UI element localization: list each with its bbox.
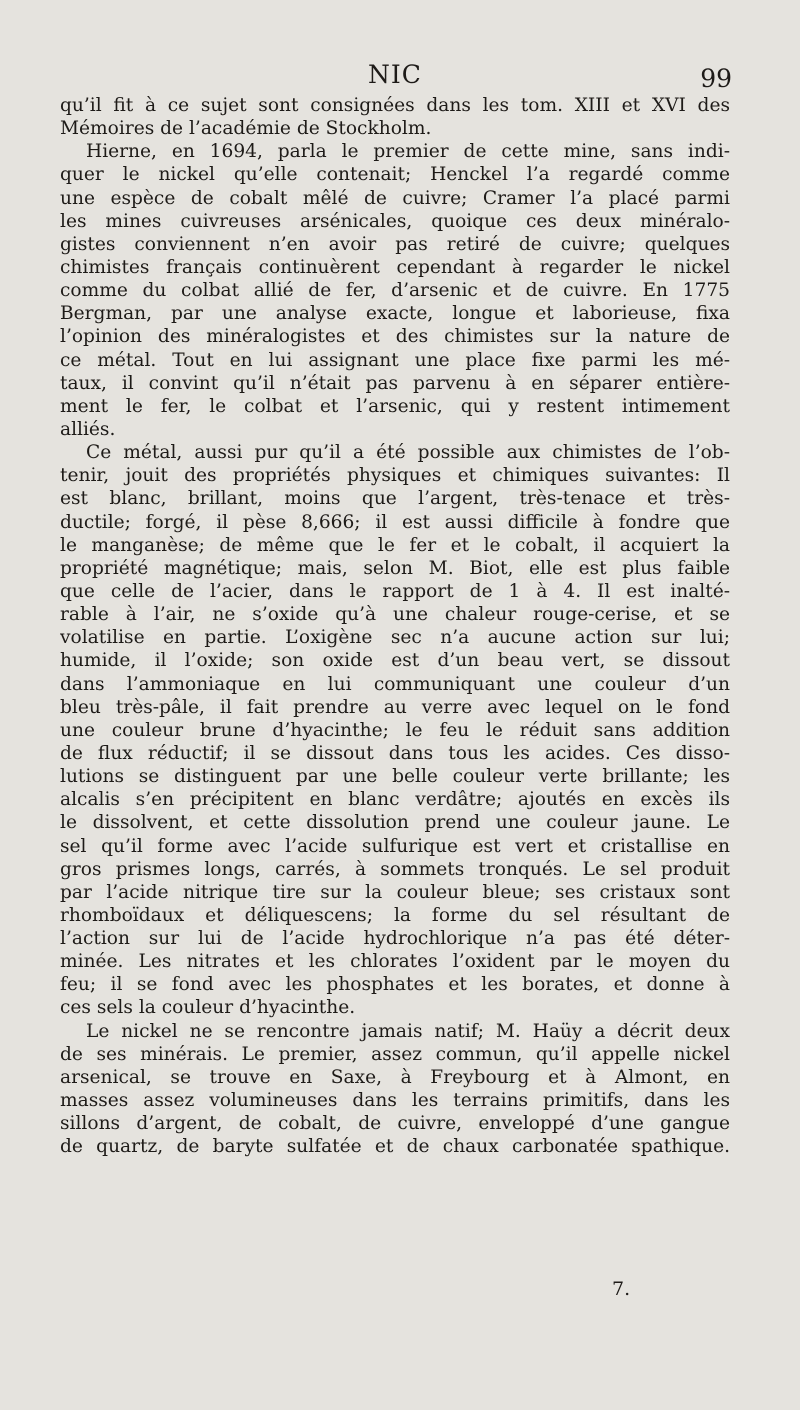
text-line: comme du colbat allié de fer, d’arsenic et de cuivre. En 1775 <box>60 280 730 302</box>
text-line: alcalis s’en précipitent en blanc verdâtre; ajoutés en excès ils <box>60 789 730 811</box>
text-line: une espèce de cobalt mêlé de cuivre; Cramer l’a placé parmi <box>60 187 730 209</box>
text-line: Le nickel ne se rencontre jamais natif; M. Haüy a décrit deux <box>86 1020 730 1042</box>
text-line: rhomboïdaux et déliquescens; la forme du sel résultant de <box>60 904 730 926</box>
text-line: gros prismes longs, carrés, à sommets tronqués. Le sel produit <box>60 858 730 880</box>
text-line: gistes conviennent n’en avoir pas retiré de cuivre; quelques <box>60 233 730 255</box>
text-line: dans l’ammoniaque en lui communiquant une couleur d’un <box>60 673 730 695</box>
text-line: quer le nickel qu’elle contenait; Henckel l’a regardé comme <box>60 164 730 186</box>
text-line: qu’il fit à ce sujet sont consignées dans les tom. XIII et XVI des <box>60 95 730 116</box>
text-line: Hierne, en 1694, parla le premier de cette mine, sans indi- <box>86 141 730 163</box>
text-line: l’action sur lui de l’acide hydrochlorique n’a pas été déter- <box>60 928 730 950</box>
text-line: est blanc, brillant, moins que l’argent, très-tenace et très- <box>60 488 730 510</box>
text-line: par l’acide nitrique tire sur la couleur bleue; ses cristaux sont <box>60 881 730 903</box>
signature-mark: 7. <box>612 1278 631 1300</box>
text-line: taux, il convint qu’il n’était pas parvenu à en séparer entière- <box>60 372 730 394</box>
text-line: chimistes français continuèrent cependant à regarder le nickel <box>60 256 730 278</box>
text-line: ce métal. Tout en lui assignant une place fixe parmi les mé- <box>60 349 730 371</box>
text-line: feu; il se fond avec les phosphates et les borates, et donne à <box>60 974 730 996</box>
text-line: arsenical, se trouve en Saxe, à Freybourg et à Almont, en <box>60 1066 730 1088</box>
text-line: lutions se distinguent par une belle couleur verte brillante; les <box>60 766 730 788</box>
text-line: ment le fer, le colbat et l’arsenic, qui y restent intimement <box>60 395 730 417</box>
text-line: de flux réductif; il se dissout dans tous les acides. Ces disso- <box>60 742 730 764</box>
running-head: NIC <box>368 60 422 89</box>
text-line: propriété magnétique; mais, selon M. Biot, elle est plus faible <box>60 557 730 579</box>
text-line: une couleur brune d’hyacinthe; le feu le réduit sans addition <box>60 719 730 741</box>
text-line: volatilise en partie. L’oxigène sec n’a aucune action sur lui; <box>60 627 730 649</box>
text-line: Ce métal, aussi pur qu’il a été possible aux chimistes de l’ob- <box>86 442 730 464</box>
text-line: bleu très-pâle, il fait prendre au verre avec lequel on le fond <box>60 696 730 718</box>
text-line: alliés. <box>60 418 116 440</box>
text-line: le manganèse; de même que le fer et le cobalt, il acquiert la <box>60 534 730 556</box>
text-line: l’opinion des minéralogistes et des chimistes sur la nature de <box>60 326 730 348</box>
text-line: masses assez volumineuses dans les terrains primitifs, dans les <box>60 1090 730 1112</box>
text-line: rable à l’air, ne s’oxide qu’à une chaleur rouge-cerise, et se <box>60 604 730 626</box>
text-line: minée. Les nitrates et les chlorates l’oxident par le moyen du <box>60 951 730 973</box>
text-line: les mines cuivreuses arsénicales, quoique ces deux minéralo- <box>60 210 730 232</box>
page-number: 99 <box>700 64 732 93</box>
body-text <box>60 94 730 1158</box>
text-line: Bergman, par une analyse exacte, longue et laborieuse, fixa <box>60 303 730 325</box>
text-line: sel qu’il forme avec l’acide sulfurique est vert et cristallise en <box>60 835 730 857</box>
page-header <box>60 58 730 92</box>
text-line: de quartz, de baryte sulfatée et de chaux carbonatée spathique. <box>60 1136 730 1158</box>
text-line: humide, il l’oxide; son oxide est d’un beau vert, se dissout <box>60 650 730 672</box>
text-line: le dissolvent, et cette dissolution prend une couleur jaune. Le <box>60 812 730 834</box>
text-line: de ses minérais. Le premier, assez commun, qu’il appelle nickel <box>60 1043 730 1065</box>
text-line: ductile; forgé, il pèse 8,666; il est aussi difficile à fondre que <box>60 511 730 533</box>
text-line: que celle de l’acier, dans le rapport de 1 à 4. Il est inalté- <box>60 580 730 602</box>
text-line: Mémoires de l’académie de Stockholm. <box>60 118 432 140</box>
text-line: ces sels la couleur d’hyacinthe. <box>60 997 356 1019</box>
text-line: tenir, jouit des propriétés physiques et chimiques suivantes: Il <box>60 465 730 487</box>
text-line: sillons d’argent, de cobalt, de cuivre, enveloppé d’une gangue <box>60 1113 730 1135</box>
